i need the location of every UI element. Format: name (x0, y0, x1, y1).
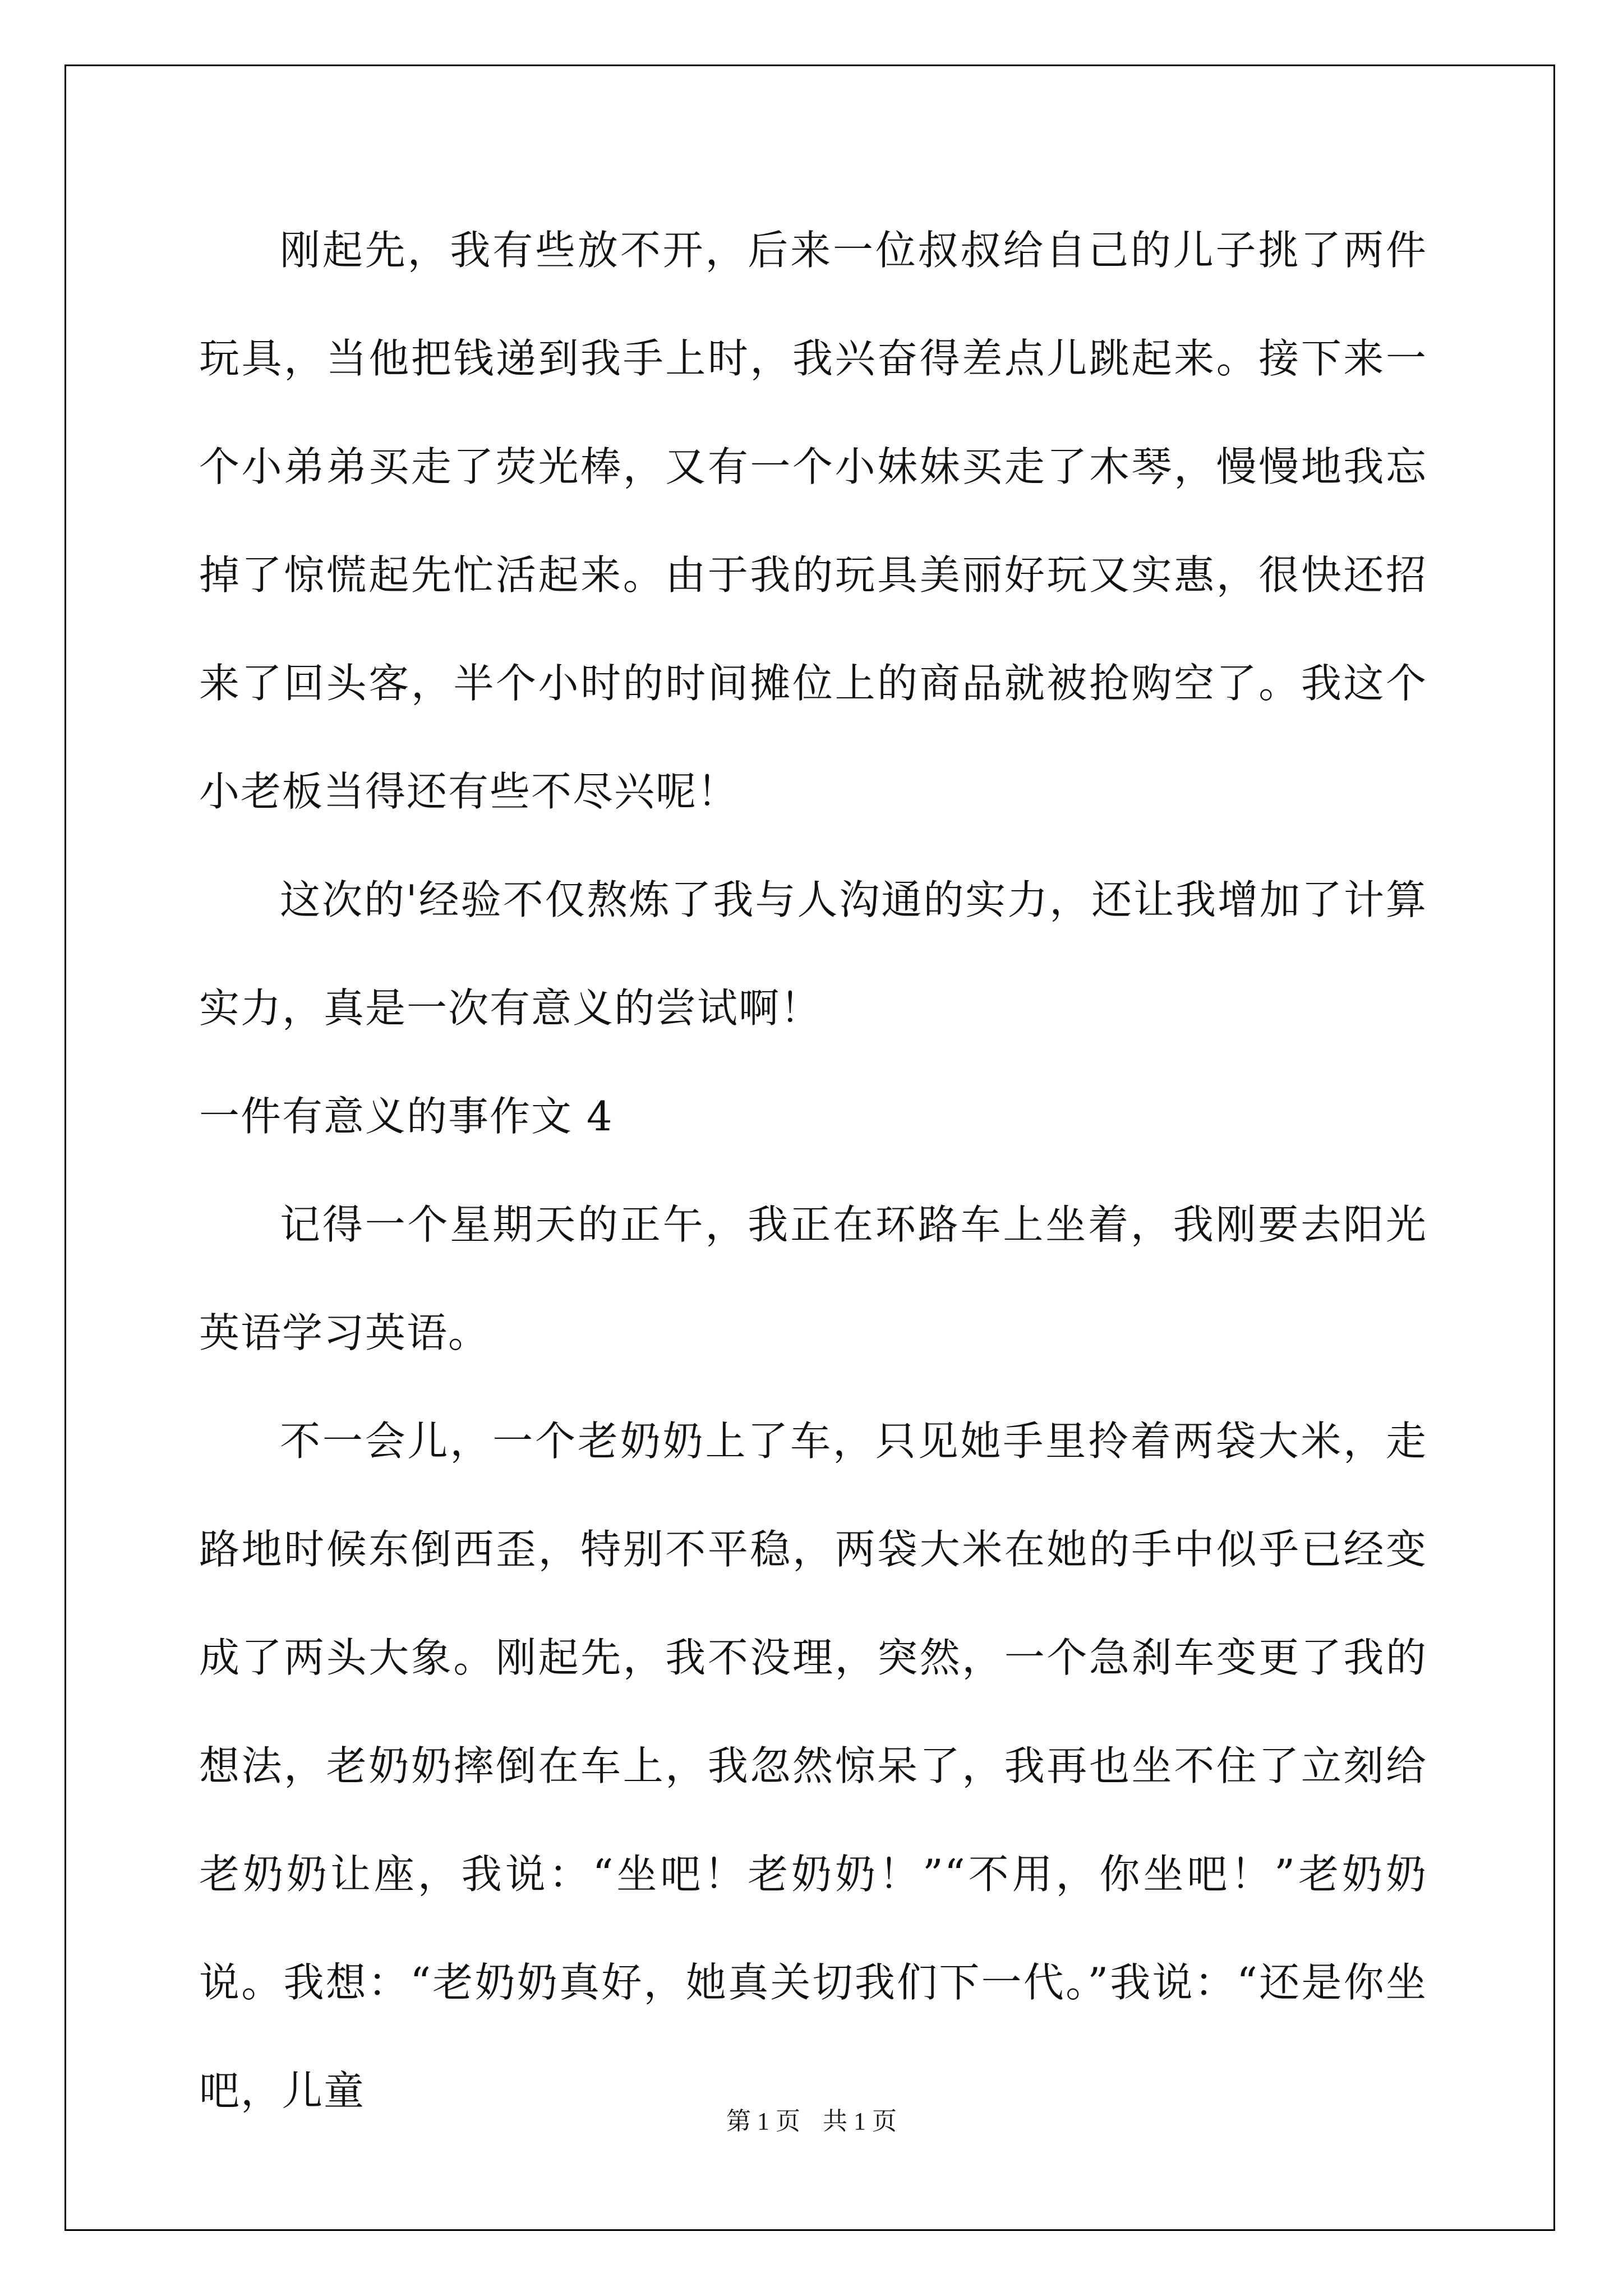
paragraph: 记得一个星期天的正午，我正在环路车上坐着，我刚要去阳光英语学习英语。 (199, 1201, 1427, 1356)
paragraph: 这次的'经验不仅熬炼了我与人沟通的实力，还让我增加了计算实力，真是一次有意义的尝试啊！ (199, 876, 1427, 1032)
page-footer (0, 2101, 1623, 2137)
section-title: 一件有意义的事作文 4 (199, 1093, 614, 1140)
page-number: 第 1 页 (726, 2108, 800, 2135)
paragraph: 刚起先，我有些放不开，后来一位叔叔给自己的儿子挑了两件玩具，当他把钱递到我手上时，我兴奋得差点儿跳起来。接下来一个小弟弟买走了荧光棒，又有一个小妹妹买走了木琴，慢慢地我忘掉了惊慌起先忙活起来。由于我的玩具美丽好玩又实惠，很快还招来了回头客，半个小时的时间摊位上的商品就被抢购空了。我这个小老板当得还有些不尽兴呢！ (199, 227, 1427, 815)
page-total: 共 1 页 (823, 2108, 897, 2135)
document-body (199, 196, 1427, 2145)
paragraph: 不一会儿，一个老奶奶上了车，只见她手里拎着两袋大米，走路地时候东倒西歪，特别不平稳，两袋大米在她的手中似乎已经变成了两头大象。刚起先，我不没理，突然，一个急刹车变更了我的想法，老奶奶摔倒在车上，我忽然惊呆了，我再也坐不住了立刻给老奶奶让座，我说：“坐吧！老奶奶！”“不用，你坐吧！”老奶奶说。我想：“老奶奶真好，她真关切我们下一代。”我说：“还是你坐吧，儿童 (199, 1418, 1427, 2114)
